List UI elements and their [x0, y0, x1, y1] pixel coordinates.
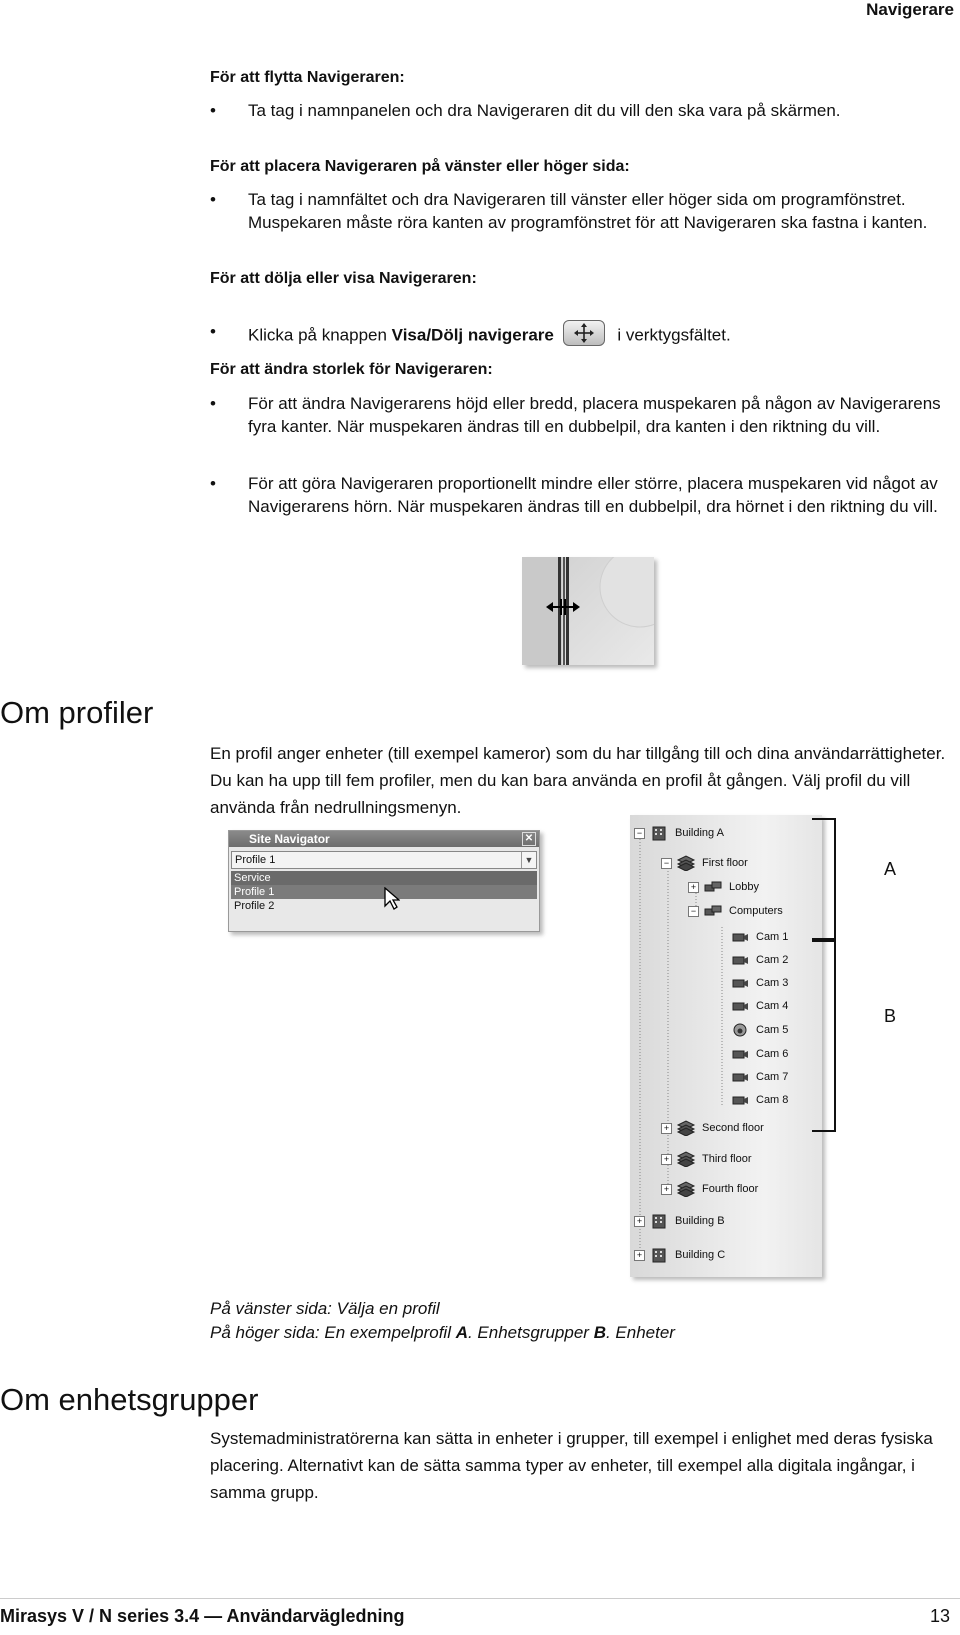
list-item: • Klicka på knappen Visa/Dölj navigerare i verktygsfältet.: [210, 320, 950, 352]
camera-group-icon: [703, 903, 723, 919]
tree-node[interactable]: [661, 1151, 752, 1167]
bullet-icon: •: [210, 474, 216, 493]
list-item: • För att göra Navigeraren proportionellt mindre eller större, placera muspekaren vid något av Navigerarens hörn. När muspekaren ändras till en dubbelpil, dra hörnet i den riktning du vill.: [210, 474, 938, 516]
collapse-icon[interactable]: −: [661, 858, 672, 869]
bracket-a: [812, 818, 836, 942]
heading-resize: För att ändra storlek för Navigeraren:: [210, 361, 493, 378]
site-navigator-title: Site Navigator ✕: [229, 831, 539, 847]
button-name: Visa/Dölj navigerare: [391, 325, 554, 345]
heading-move: För att flytta Navigeraren:: [210, 69, 405, 86]
bullet-icon: •: [210, 101, 216, 120]
tree-node[interactable]: [715, 1046, 788, 1062]
expand-icon[interactable]: +: [661, 1184, 672, 1195]
profile-dropdown[interactable]: Profile 1 ▼: [231, 851, 537, 869]
floor-stack-icon: [676, 855, 696, 871]
page-number: 13: [929, 1606, 950, 1626]
section-heading-device-groups: Om enhetsgrupper: [0, 1382, 259, 1417]
tree-node[interactable]: [715, 1092, 788, 1108]
bracket-b: [812, 938, 836, 1132]
dropdown-option-profile-1[interactable]: Profile 1: [231, 885, 537, 899]
building-icon: [649, 1247, 669, 1263]
tree-node[interactable]: [715, 1022, 788, 1038]
running-header: Navigerare: [866, 0, 954, 19]
list-item: • För att ändra Navigerarens höjd eller bredd, placera muspekaren på någon av Navigerarens fyra kanter. När muspekaren ändras till en dubbelpil, dra kanten i den riktning du vill.: [210, 394, 941, 436]
device-groups-paragraph: Systemadministratörerna kan sätta in enheter i grupper, till exempel i enlighet med deras fysiska placering. Alternativt kan de sätta samma typer av enheter, till exempel alla digitala ingångar, i samma grupp.: [210, 1429, 933, 1502]
tree-node-label: Building C: [675, 1249, 726, 1261]
camera-icon: [730, 975, 750, 991]
dropdown-option-service[interactable]: Service: [231, 871, 537, 885]
camera-icon: [730, 1046, 750, 1062]
tree-node-label: Cam 7: [756, 1071, 789, 1083]
tree-node[interactable]: [715, 1069, 788, 1085]
expand-icon[interactable]: +: [634, 1250, 645, 1261]
tree-node[interactable]: [634, 1247, 725, 1263]
resize-cursor-illustration: [522, 557, 654, 665]
collapse-icon[interactable]: −: [688, 906, 699, 917]
tree-node[interactable]: [715, 952, 788, 968]
tree-node-label: Third floor: [702, 1153, 752, 1165]
footer-title: Mirasys V / N series 3.4 — Användarvägledning: [0, 1606, 405, 1626]
tree-node[interactable]: [688, 879, 759, 895]
tree-node-label: Computers: [729, 905, 783, 917]
tree-node[interactable]: [715, 975, 788, 991]
tree-node[interactable]: [634, 825, 724, 841]
camera-icon: [730, 952, 750, 968]
camera-icon: [730, 929, 750, 945]
list-item: • Ta tag i namnfältet och dra Navigeraren till vänster eller höger sida om programfönstret. Muspekaren måste röra kanten av programfönstret för att Navigeraren ska fastna i kanten.: [210, 190, 928, 232]
floor-stack-icon: [676, 1181, 696, 1197]
figure-caption: På vänster sida: Välja en profil På höger sida: En exempelprofil A. Enhetsgrupper B. Enheter: [210, 1299, 675, 1342]
label-a: A: [884, 859, 897, 879]
tree-node[interactable]: [634, 1213, 725, 1229]
bullet-icon: •: [210, 394, 216, 413]
tree-node[interactable]: [661, 1181, 758, 1197]
bullet-icon: •: [210, 190, 216, 209]
tree-node-label: Cam 4: [756, 1000, 789, 1012]
close-icon[interactable]: ✕: [522, 832, 536, 846]
floor-stack-icon: [676, 1120, 696, 1136]
tree-node-label: Cam 5: [756, 1024, 789, 1036]
bullet-icon: •: [210, 322, 216, 341]
camera-icon: [730, 1092, 750, 1108]
tree-node-label: Cam 6: [756, 1048, 789, 1060]
tree-node-label: Cam 3: [756, 977, 789, 989]
footer-rule: [0, 1598, 960, 1599]
building-icon: [649, 825, 669, 841]
chevron-down-icon[interactable]: ▼: [521, 852, 536, 868]
heading-place: För att placera Navigeraren på vänster eller höger sida:: [210, 158, 630, 175]
tree-node-label: Cam 2: [756, 954, 789, 966]
tree-node[interactable]: [688, 903, 783, 919]
tree-node-label: Cam 1: [756, 931, 789, 943]
tree-node[interactable]: [715, 929, 788, 945]
building-icon: [649, 1213, 669, 1229]
label-b: B: [884, 1006, 897, 1026]
list-item: • Ta tag i namnpanelen och dra Navigeraren dit du vill den ska vara på skärmen.: [210, 101, 841, 120]
expand-icon[interactable]: +: [634, 1216, 645, 1227]
expand-icon[interactable]: +: [688, 882, 699, 893]
tree-node-label: Building A: [675, 827, 724, 839]
expand-icon[interactable]: +: [661, 1154, 672, 1165]
device-tree: [630, 815, 822, 1277]
tree-node-label: Building B: [675, 1215, 725, 1227]
tree-node-label: Second floor: [702, 1122, 764, 1134]
dome-camera-icon: [730, 1022, 750, 1038]
collapse-icon[interactable]: −: [634, 828, 645, 839]
expand-icon[interactable]: +: [661, 1123, 672, 1134]
heading-toggle: För att dölja eller visa Navigeraren:: [210, 270, 477, 287]
camera-icon: [730, 1069, 750, 1085]
tree-node-label: Cam 8: [756, 1094, 789, 1106]
tree-node[interactable]: [661, 1120, 764, 1136]
tree-node-label: First floor: [702, 857, 748, 869]
camera-icon: [730, 998, 750, 1014]
site-navigator-panel: [228, 830, 540, 932]
mouse-pointer-icon: [384, 887, 400, 911]
section-heading-profiles: Om profiler: [0, 695, 154, 730]
floor-stack-icon: [676, 1151, 696, 1167]
move-arrows-icon: [563, 320, 605, 346]
tree-node-label: Fourth floor: [702, 1183, 759, 1195]
tree-node[interactable]: [661, 855, 748, 871]
tree-node[interactable]: [715, 998, 788, 1014]
dropdown-option-profile-2[interactable]: Profile 2: [234, 900, 275, 912]
camera-group-icon: [703, 879, 723, 895]
profiles-paragraph: En profil anger enheter (till exempel kameror) som du har tillgång till och dina användarrättigheter. Du kan ha upp till fem profiler, men du kan bara använda en profil åt gången. Välj profil du vill använda från nedrullningsmenyn.: [210, 744, 946, 817]
tree-node-label: Lobby: [729, 881, 759, 893]
